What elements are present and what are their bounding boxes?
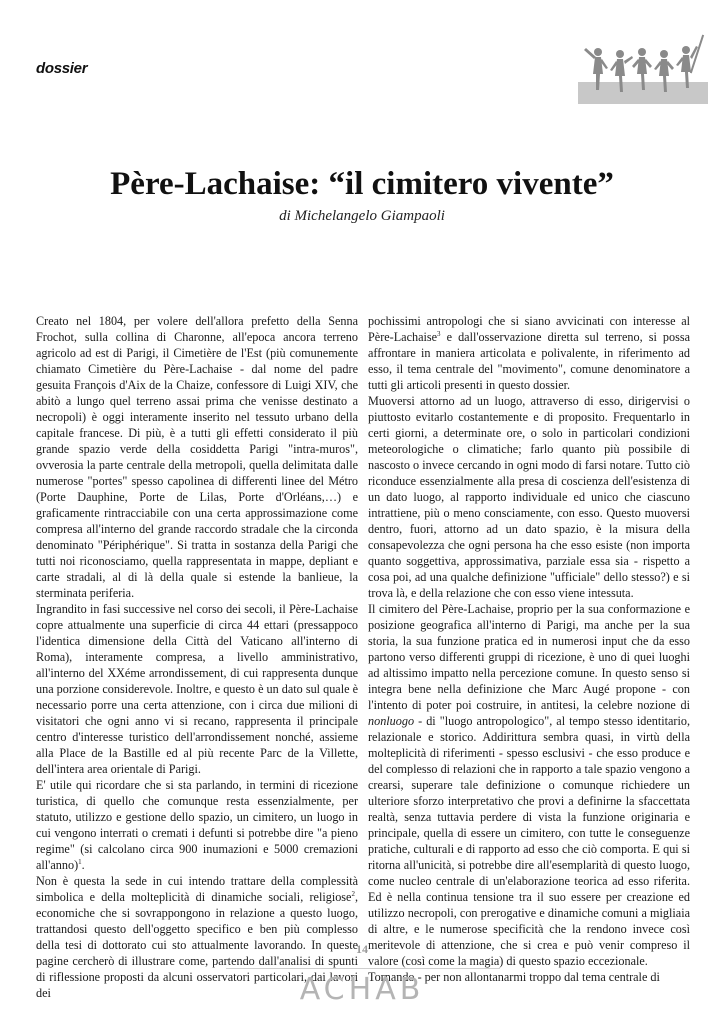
text-run: . [81,858,85,872]
footnote-marker: 3 [437,329,441,338]
text-run: E' utile qui ricordare che si sta parlando, in termini di ricezione turistica, di quello che comunque resta essenzialmente, per statuto, utilizzo e gestione dello spazio, un cimitero, un luogo in cui vengono interrati o cremati i defunti si potrebbe dire "a pieno regime" (si calcolano circa 900 inumazioni e 5000 cremazioni all'anno) [36,778,358,872]
text-run: , economiche che si sovrappongono in relazione a questo luogo, trattandosi questo dell'oggetto specifico e ben più complesso della tesi di dottorato cui sto attualmente lavorando. In queste pagine cercherò di illustrare come, partendo dall'analisi di spunti di riflessione proposti da alcuni osservatori particolari, dai lavori dei [36,890,358,1000]
text-run: Creato nel 1804, per volere dell'allora prefetto della Senna Frochot, sulla collina di Charonne, all'epoca ancora terreno agricolo ad est di Parigi, il Cimetière de l'Est (più comunemente chiamato Cimetière du Père-Lachaise - dal nome del padre gesuita François d'Aix de la Chaize, confessore di Luigi XIV, che abitò a lungo quel terreno assai prima che venisse destinato a necropoli) è oggi interamente inserito nel tessuto urbano della capitale francese. Di più, è a tutti gli effetti considerato il più grande spazio verde della cosiddetta Parigi "intra-muros", ovverosia la parte centrale della metropoli, quella delimitata dalle numerose "portes" spesso capolinea di differenti linee del Métro (Porte Dauphine, Porte de Lilas, Porte d'Orléans,…) e graficamente rintracciabile con una certa approssimazione come compresa all'interno del grande raccordo stradale che la circonda denominato "Périphérique". Si tratta in sostanza della Parigi che tutti noi riconosciamo, quella rappresentata in mappe, depliant e carte stradali, al di là della quale si estende la banlieue, la sterminata periferia. [36,314,358,600]
footnote-marker: 2 [351,889,355,898]
text-run: Il cimitero del Père-Lachaise, proprio per la sua conformazione e posizione geografica all'interno di Parigi, ma anche per la sua storia, la sua funzione pratica ed in numerosi input che da esso partono verso differenti gruppi di ricezione, è uno di quei luoghi ad altissimo impatto nella percezione comune. In questo senso si integra bene nella definizione che Marc Augé propone - con l'intento di poter poi costruire, in antitesi, la celebre nozione di [368,602,690,712]
paragraph [36,777,358,873]
article-title: Père-Lachaise: “il cimitero vivente” [110,166,614,202]
footer-divider [226,968,500,969]
text-run: - di "luogo antropologico", al tempo stesso identitario, relazionale e storico. Addirittura sembra quasi, in virtù della molteplicità di riferimenti - spesso esclusivi - che esso produce e del complesso di relazioni che in rapporto a tale spazio vengono a crearsi, superare tale definizione o comunque richiedere un ulteriore sforzo interpretativo che provi a definirne la sfaccettata realtà, senza tuttavia perdere di vista la funzione originaria e principale, quella di essere un cimitero, con tutte le conseguenze pratiche, culturali e di rapporto ad esso che ciò comporta. E qui si ritorna all'unicità, si potrebbe dire all'esemplarità di questo luogo, come nucleo centrale di un'elaborazione teorica ad esso riferita. Ed è nella continua tensione tra il suo essere per creazione ed utilizzo necropoli, con prerogative e dinamiche comuni a migliaia di altre, e le numerose specificità che la rendono invece così meritevole di attenzione, che si crea e può venir compreso il valore (così come la magia) di questo spazio eccezionale. [368,714,690,968]
magazine-logo: ACHAB [299,972,425,1007]
paragraph [36,601,358,777]
paragraph [368,393,690,601]
footnote-marker: 1 [78,857,82,866]
page-number: 14 [356,942,368,956]
text-run: e dall'osservazione diretta sul terreno, si possa affrontare in maniera articolata e polivalente, in riferimento ad esso, il tema centrale del "movimento", comune denominatore a tutti gli articoli presenti in questo dossier. [368,330,690,392]
section-tag: dossier [36,60,88,77]
paragraph [36,313,358,601]
paragraph [368,601,690,969]
left-text-column [36,313,358,1001]
text-run: Muoversi attorno ad un luogo, attraverso di esso, dirigervisi o piuttosto evitarlo costantemente e di proposito. Frequentarlo in certi giorni, a determinate ore, o solo in particolari condizioni meteorologiche o climatiche; farlo quanto più possibile di nascosto o invece cercando in ogni modo di farsi notare. Tutto ciò riconduce essenzialmente alla presa di coscienza dell'esistenza di un dato luogo, al rapporto individuale ed unico che ciascuno intrattiene, più o meno consciamente, con esso. Questo muoversi dentro, fuori, attorno ad un dato spazio, è la misura della consapevolezza che ogni persona ha che esso esiste (non importa quanto soggettiva, approssimativa, parziale essa sia - rispetto a cosa poi, ad una qualche definizione "ufficiale" dello stesso?) e si trova là, e della relazione che con esso viene intessuta. [368,394,690,600]
text-run: Tornando - per non allontanarmi troppo dal tema centrale di [368,970,660,984]
dancing-figures-icon [578,32,708,104]
text-run: pochissimi antropologi che si siano avvicinati con interesse al Père-Lachaise [368,314,690,344]
text-run: Ingrandito in fasi successive nel corso dei secoli, il Père-Lachaise copre attualmente una superficie di circa 44 ettari (pressappoco l'identica dimensione della Città del Vaticano all'interno di Roma), interamente compresa, a livello amministrativo, all'interno del XXéme arrondissement, di cui rappresenta dunque una porzione considerevole. Inoltre, e questo è un dato sul quale è necessario porre una certa attenzione, con i circa due milioni di visitatori che ogni anno vi si recano, rappresenta il principale centro d'interesse turistico dell'arrondissement nonché, assieme alla Place de la Bastille ed al più recente Parc de la Villette, dell'intera area orientale di Parigi. [36,602,358,776]
emphasized-term: nonluogo [368,714,415,728]
text-run: Non è questa la sede in cui intendo trattare della complessità simbolica e della molteplicità di dinamiche sociali, religiose [36,874,358,904]
right-text-column [368,313,690,985]
article-byline: di Michelangelo Giampaoli [279,208,445,224]
paragraph [368,313,690,393]
